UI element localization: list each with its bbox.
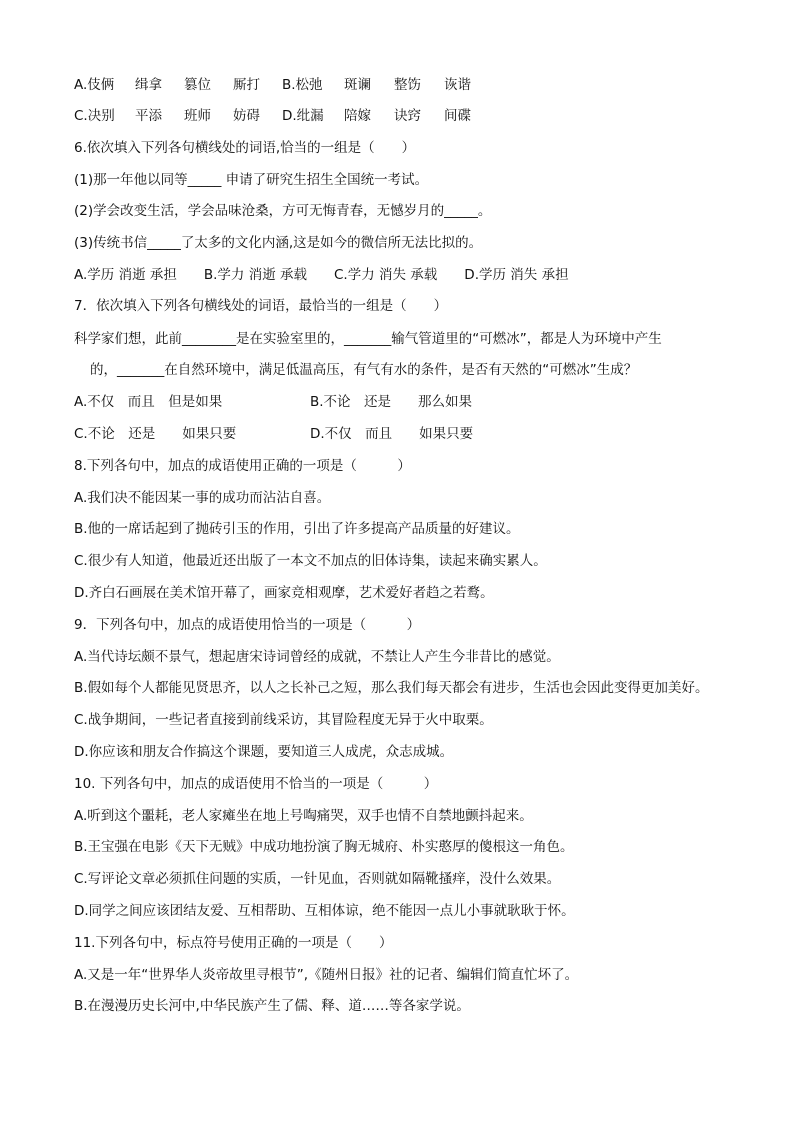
q5-option-d-word-3: 诀窍	[394, 108, 421, 124]
q5-option-a-word-4: 厮打	[233, 77, 260, 93]
q6-sentence-3: (3)传统书信_____了太多的文化内涵,这是如今的微信所无法比拟的。	[74, 235, 483, 251]
q9-option-d: D.你应该和朋友合作搞这个课题，要知道三人成虎，众志成城。	[74, 744, 454, 760]
q11-option-a: A.又是一年“世界华人炎帝故里寻根节”,《随州日报》社的记者、编辑们简直忙坏了。	[74, 967, 579, 983]
q10-option-d: D.同学之间应该团结友爱、互相帮助、互相体谅，绝不能因一点儿小事就耿耿于怀。	[74, 903, 575, 919]
q10-stem: 10. 下列各句中，加点的成语使用不恰当的一项是（ ）	[74, 776, 438, 792]
q6-sentence-1: (1)那一年他以同等_____ 申请了研究生招生全国统一考试。	[74, 172, 429, 188]
q7-option-b: B.不论 还是 那么如果	[310, 394, 473, 410]
q11-option-b: B.在漫漫历史长河中,中华民族产生了儒、释、道……等各家学说。	[74, 998, 470, 1014]
q11-stem: 11.下列各句中，标点符号使用正确的一项是（ ）	[74, 935, 393, 951]
q7-option-c: C.不论 还是 如果只要	[74, 426, 237, 442]
q5-option-c-word-3: 班师	[184, 108, 211, 124]
q7-stem: 7．依次填入下列各句横线处的词语，最恰当的一组是（ ）	[74, 298, 448, 314]
q6-stem: 6.依次填入下列各句横线处的词语,恰当的一组是（ ）	[74, 140, 416, 156]
q5-option-c-word-1: C.决别	[74, 108, 115, 124]
q8-option-d: D.齐白石画展在美术馆开幕了，画家竞相观摩，艺术爱好者趋之若鹜。	[74, 585, 494, 601]
q7-passage-line-2: 的，_______在自然环境中，满足低温高压，有气有水的条件，是否有天然的“可燃冰”生成？	[90, 362, 638, 378]
q5-option-a-word-3: 篡位	[184, 77, 211, 93]
q9-option-c: C.战争期间，一些记者直接到前线采访，其冒险程度无异于火中取栗。	[74, 712, 493, 728]
q8-option-b: B.他的一席话起到了抛砖引玉的作用，引出了许多提高产品质量的好建议。	[74, 521, 520, 537]
q5-option-b-word-3: 整饬	[394, 77, 421, 93]
q5-option-d-word-1: D.纰漏	[282, 108, 324, 124]
q7-option-a: A.不仅 而且 但是如果	[74, 394, 223, 410]
q9-stem: 9．下列各句中，加点的成语使用恰当的一项是（ ）	[74, 617, 421, 633]
q5-option-d-word-4: 间碟	[444, 108, 471, 124]
q5-option-b-word-1: B.松弛	[282, 77, 323, 93]
q5-option-b-word-4: 诙谐	[444, 77, 471, 93]
q10-option-c: C.写评论文章必须抓住问题的实质，一针见血，否则就如隔靴搔痒，没什么效果。	[74, 871, 561, 887]
q5-option-c-word-4: 妨碍	[233, 108, 260, 124]
q10-option-b: B.王宝强在电影《天下无贼》中成功地扮演了胸无城府、朴实憨厚的傻根这一角色。	[74, 839, 574, 855]
q5-option-d-word-2: 陪嫁	[344, 108, 371, 124]
q5-option-c-word-2: 平添	[135, 108, 162, 124]
q5-option-b-word-2: 斑谰	[344, 77, 371, 93]
q9-option-a: A.当代诗坛颇不景气，想起唐宋诗词曾经的成就，不禁让人产生今非昔比的感觉。	[74, 649, 560, 665]
q8-option-a: A.我们决不能因某一事的成功而沾沾自喜。	[74, 490, 331, 506]
q8-option-c: C.很少有人知道，他最近还出版了一本文不加点的旧体诗集，读起来确实累人。	[74, 553, 547, 569]
q7-passage-line-1: 科学家们想，此前________是在实验室里的，_______输气管道里的“可燃冰”，都是人为环境中产生	[74, 331, 662, 347]
q5-option-a-word-1: A.伎俩	[74, 77, 115, 93]
q10-option-a: A.听到这个噩耗，老人家瘫坐在地上号啕痛哭，双手也情不自禁地颤抖起来。	[74, 808, 533, 824]
q9-option-b: B.假如每个人都能见贤思齐，以人之长补己之短，那么我们每天都会有进步，生活也会因此变得更加美好。	[74, 680, 709, 696]
q6-sentence-2: (2)学会改变生活，学会品味沧桑，方可无悔青春，无憾岁月的_____。	[74, 203, 492, 219]
q6-options: A.学历 消逝 承担 B.学力 消逝 承载 C.学力 消失 承载 D.学历 消失 承担	[74, 267, 569, 283]
q7-option-d: D.不仅 而且 如果只要	[310, 426, 474, 442]
q8-stem: 8.下列各句中，加点的成语使用正确的一项是（ ）	[74, 458, 411, 474]
q5-option-a-word-2: 缉拿	[135, 77, 162, 93]
